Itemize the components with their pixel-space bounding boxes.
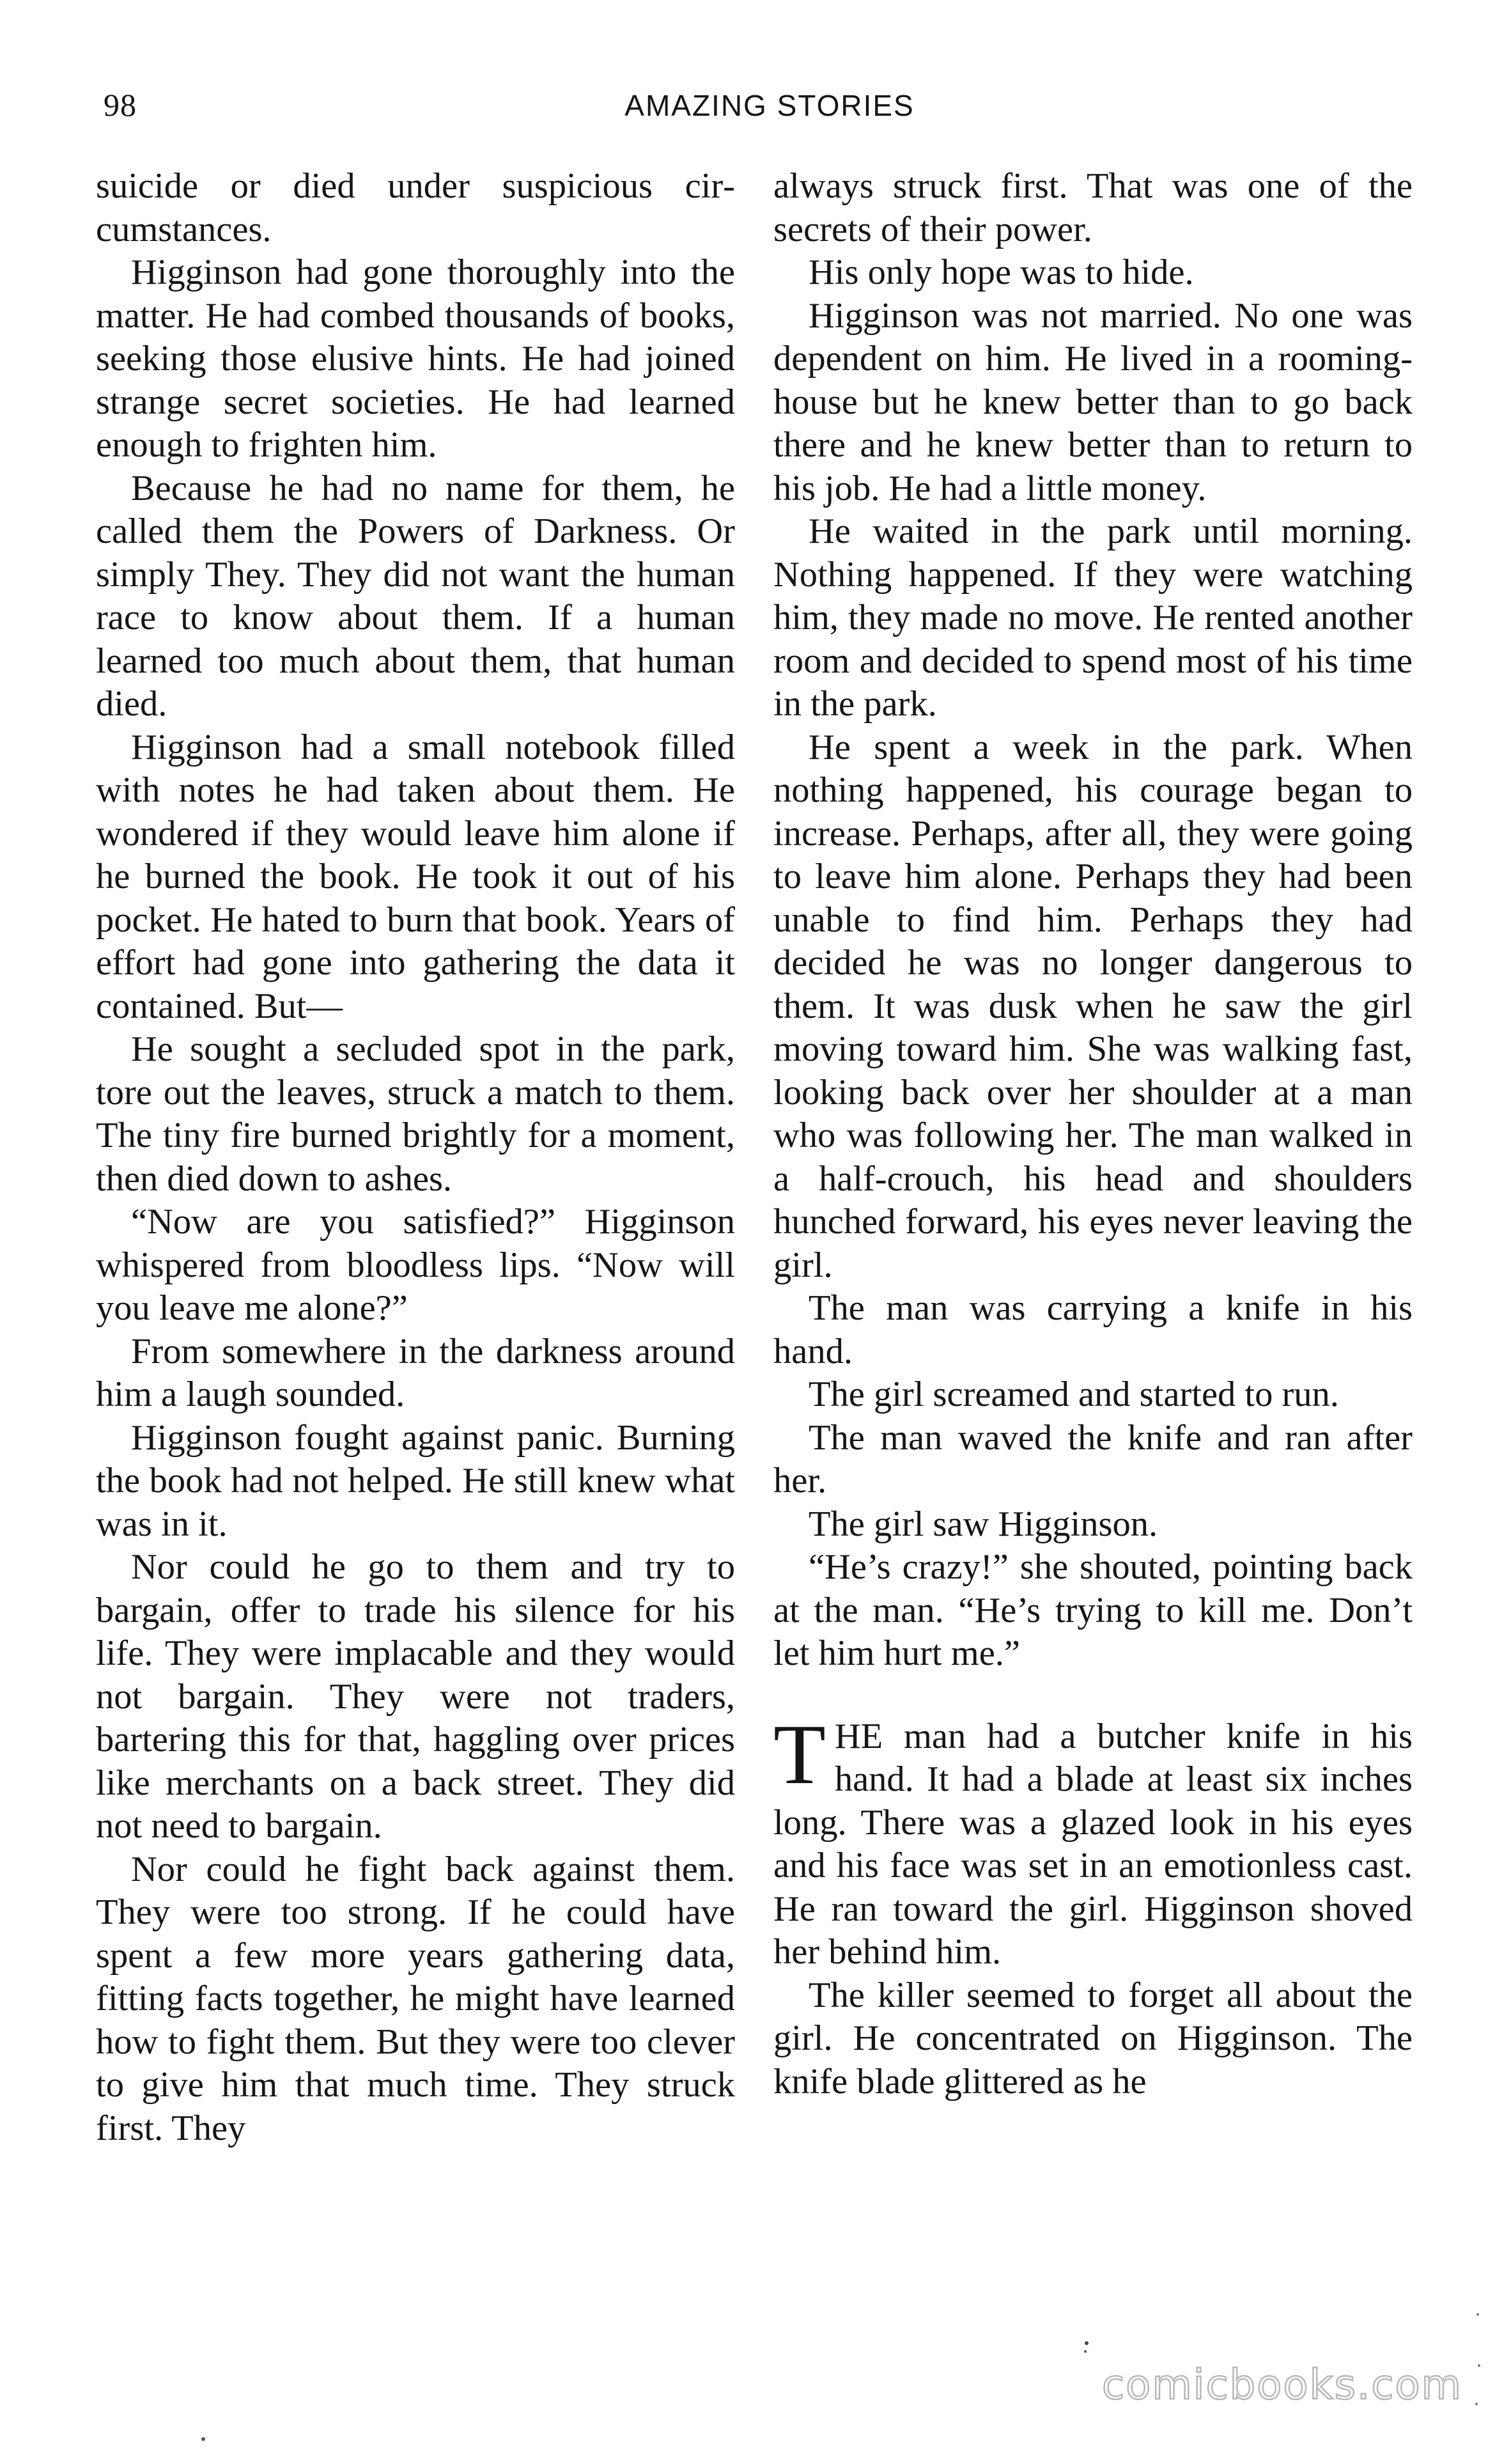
paragraph: He spent a week in the park. When nothing happened, his courage began to increase. Perhaps, after all, they were going to leave him alone. Perhaps they had been unable to find him. Perhaps they had decided he was no longer dangerous to them. It was dusk when he saw the girl moving toward him. She was walking fast, looking back over her shoulder at a man who was following her. The man walked in a half-crouch, his head and shoulders hunched forward, his eyes never leaving the girl. bbox=[773, 727, 1413, 1285]
paragraph: The girl screamed and started to run. bbox=[809, 1375, 1339, 1414]
paragraph: He sought a secluded spot in the park, tore out the leaves, struck a match to them. The tiny fire burned brightly for a moment, then died down to ashes. bbox=[96, 1029, 735, 1199]
paragraph-text: HE man had a butcher knife in his hand. It had a blade at least six inches long. There was a glazed look in his eyes and his face was set in an emotionless cast. He ran toward the girl. Higginson shoved her behind him. bbox=[773, 1716, 1413, 1972]
paragraph: The man was carrying a knife in his hand. bbox=[773, 1288, 1413, 1371]
paragraph: Higginson fought against panic. Burning the book had not helped. He still knew what was in it. bbox=[96, 1417, 735, 1544]
paragraph: Nor could he go to them and try to bargain, offer to trade his silence for his life. They were implacable and they would not bargain. They were not traders, bartering this for that, haggling over prices like merchants on a back street. They did not need to bargain. bbox=[96, 1547, 735, 1846]
paragraph: The man waved the knife and ran after her. bbox=[773, 1417, 1413, 1501]
right-column bbox=[773, 165, 1413, 2103]
paragraph bbox=[773, 1706, 1413, 1974]
paragraph: From somewhere in the darkness around him a laugh sounded. bbox=[96, 1331, 735, 1414]
paragraph: “Now are you satisfied?” Higginson whispered from bloodless lips. “Now will you leave me alone?” bbox=[96, 1202, 735, 1328]
page-number: 98 bbox=[104, 87, 137, 123]
running-head: AMAZING STORIES bbox=[624, 89, 915, 122]
paragraph: The girl saw Higginson. bbox=[809, 1504, 1158, 1544]
watermark: comicbooks.com bbox=[1101, 2362, 1462, 2409]
paragraph: suicide or died under suspicious circumstances. bbox=[96, 166, 735, 249]
paragraph: “He’s crazy!” she shouted, pointing back at the man. “He’s trying to kill me. Don’t let him hurt me.” bbox=[773, 1547, 1413, 1673]
left-column bbox=[96, 165, 735, 2150]
drop-cap: T bbox=[773, 1706, 826, 1802]
paragraph: The killer seemed to forget all about the girl. He concentrated on Higginson. The knife blade glittered as he bbox=[773, 1975, 1413, 2101]
paragraph: Nor could he fight back against them. They were too strong. If he could have spent a few more years gathering data, fitting facts together, he might have learned how to fight them. But they were too clever to give him that much time. They struck first. They bbox=[96, 1849, 735, 2148]
section-break bbox=[773, 1676, 1413, 1715]
paragraph: Because he had no name for them, he called them the Powers of Darkness. Or simply They. They did not want the human race to know about them. If a human learned too much about them, that human died. bbox=[96, 468, 735, 724]
paragraph: Higginson was not married. No one was dependent on him. He lived in a rooming-house but he knew better than to go back there and he knew better than to return to his job. He had a little money. bbox=[773, 295, 1413, 508]
paragraph: He waited in the park until morning. Nothing happened. If they were watching him, they made no move. He rented another room and decided to spend most of his time in the park. bbox=[773, 511, 1413, 724]
paragraph: Higginson had gone thoroughly into the matter. He had combed thousands of books, seeking those elusive hints. He had joined strange secret societies. He had learned enough to frighten him. bbox=[96, 253, 735, 465]
paragraph: always struck first. That was one of the secrets of their power. bbox=[773, 166, 1413, 249]
paragraph: Higginson had a small notebook filled with notes he had taken about them. He wondered if they would leave him alone if he burned the book. He took it out of his pocket. He hated to burn that book. Years of effort had gone into gathering the data it contained. But— bbox=[96, 727, 735, 1026]
paragraph: His only hope was to hide. bbox=[809, 253, 1194, 292]
